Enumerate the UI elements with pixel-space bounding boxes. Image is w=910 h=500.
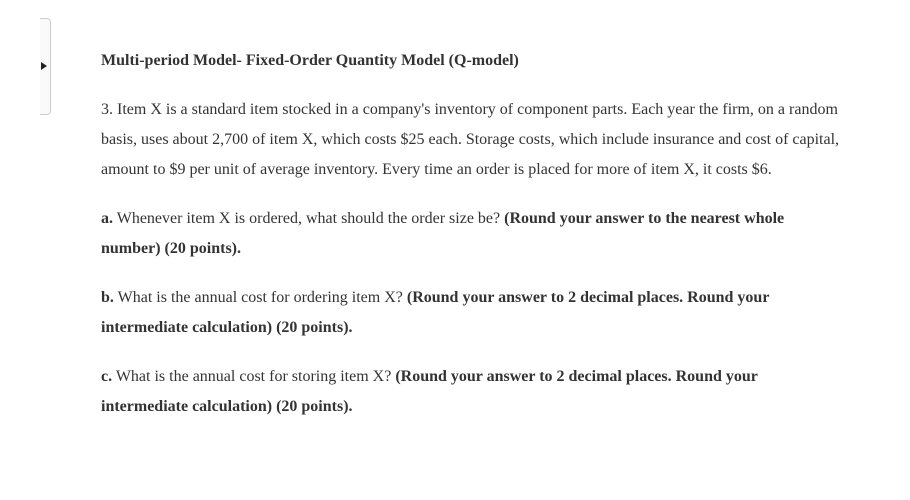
expand-arrow-icon[interactable] <box>41 62 47 70</box>
question-c-instruction: (Round your answer to 2 decimal places. Round your intermediate calculation) (20 points). <box>101 368 758 415</box>
problem-statement: 3. Item X is a standard item stocked in a company's inventory of component parts. Each year the firm, on a random basis, uses about 2,700 of item X, which costs $25 each. Storage costs, which include insurance and cost of capital, amount to $9 per unit of average inventory. Every time an order is placed for more of item X, it costs $6. <box>101 101 840 178</box>
question-a-instruction: (Round your answer to the nearest whole number) (20 points). <box>101 210 785 257</box>
question-c-text: What is the annual cost for storing item X? <box>112 368 396 385</box>
question-content <box>101 46 841 422</box>
question-a <box>101 204 841 264</box>
question-a-text: Whenever item X is ordered, what should the order size be? <box>113 210 505 227</box>
question-b-text: What is the annual cost for ordering item X? <box>113 289 407 306</box>
question-c-label: c. <box>101 368 113 385</box>
page-title: Multi-period Model- Fixed-Order Quantity Model (Q-model) <box>101 52 519 69</box>
question-b-instruction: (Round your answer to 2 decimal places. Round your intermediate calculation) (20 points). <box>101 289 770 336</box>
question-a-label: a. <box>101 210 113 227</box>
question-c <box>101 362 841 422</box>
question-b-label: b. <box>101 289 114 306</box>
question-b <box>101 283 841 343</box>
